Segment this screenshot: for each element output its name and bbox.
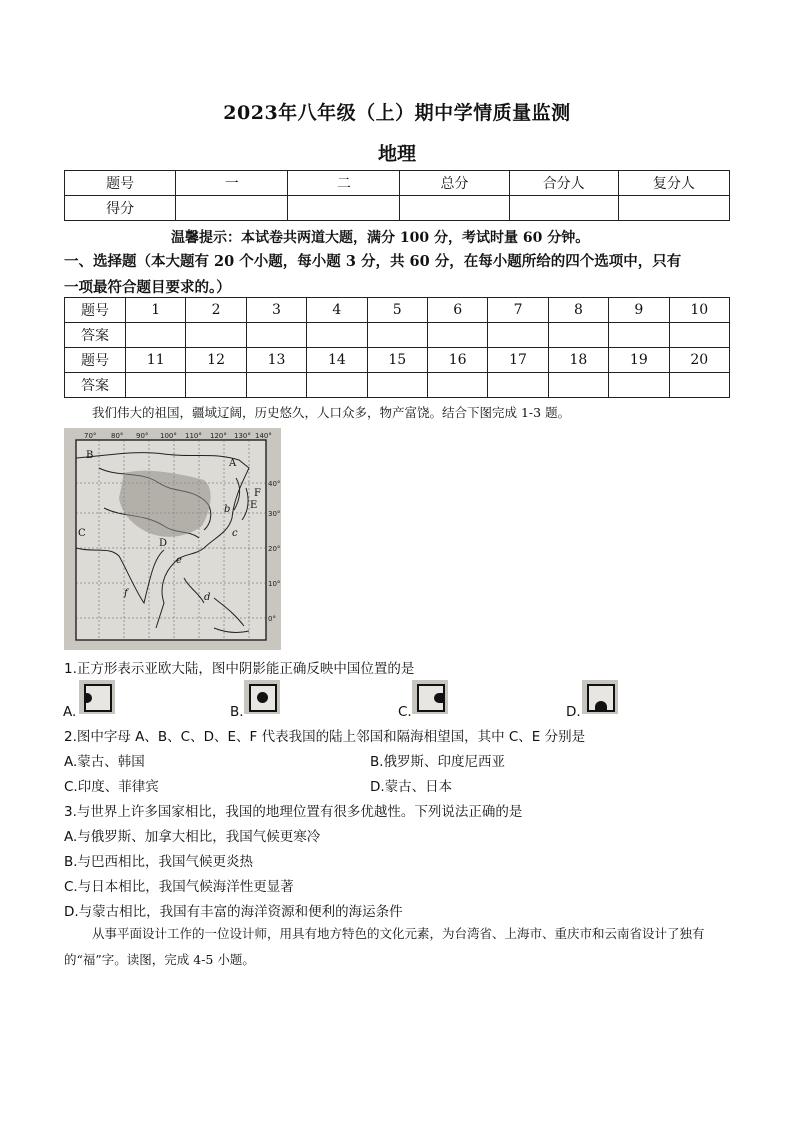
q1-option-c-figure[interactable] bbox=[412, 680, 448, 714]
answer-num: 7 bbox=[488, 298, 548, 323]
answer-num: 19 bbox=[609, 348, 669, 373]
score-table bbox=[64, 170, 730, 221]
answer-label: 题号 bbox=[65, 348, 126, 373]
question-3-stem: 3.与世界上许多国家相比，我国的地理位置有很多优越性。下列说法正确的是 bbox=[64, 804, 523, 820]
square-outline bbox=[417, 684, 445, 712]
q1-option-b-figure[interactable] bbox=[244, 680, 280, 714]
score-blank-cell[interactable] bbox=[618, 196, 729, 221]
question-1-stem: 1.正方形表示亚欧大陆，图中阴影能正确反映中国位置的是 bbox=[64, 661, 415, 677]
map-letter: f bbox=[124, 588, 128, 599]
shaded-shape bbox=[257, 692, 268, 703]
score-cell: 复分人 bbox=[618, 171, 729, 196]
answer-num: 12 bbox=[186, 348, 246, 373]
map-letter: e bbox=[176, 555, 182, 566]
answer-blank[interactable] bbox=[126, 373, 186, 398]
answer-blank[interactable] bbox=[669, 323, 729, 348]
answer-blank[interactable] bbox=[548, 373, 608, 398]
map-lon-label: 110° bbox=[185, 432, 202, 440]
answer-num: 17 bbox=[488, 348, 548, 373]
map-letter: D bbox=[159, 538, 168, 549]
answer-label: 答案 bbox=[65, 323, 126, 348]
answer-num: 5 bbox=[367, 298, 427, 323]
q3-option-c[interactable]: C.与日本相比，我国气候海洋性更显著 bbox=[64, 879, 294, 895]
map-letter: E bbox=[250, 500, 258, 511]
map-lat-label: 0° bbox=[268, 615, 276, 623]
score-blank-cell[interactable] bbox=[176, 196, 288, 221]
q3-option-b[interactable]: B.与巴西相比，我国气候更炎热 bbox=[64, 854, 254, 870]
map-lon-label: 140° bbox=[255, 432, 272, 440]
q1-option-d-label: D. bbox=[566, 704, 581, 720]
score-table-row bbox=[65, 196, 730, 221]
answer-blank-row bbox=[65, 373, 730, 398]
map-lon-label: 100° bbox=[160, 432, 177, 440]
q1-option-d-figure[interactable] bbox=[582, 680, 618, 714]
answer-num: 3 bbox=[246, 298, 306, 323]
answer-num: 1 bbox=[126, 298, 186, 323]
answer-num: 20 bbox=[669, 348, 729, 373]
q1-option-a-figure[interactable] bbox=[79, 680, 115, 714]
answer-num: 6 bbox=[427, 298, 487, 323]
subject-title: 地理 bbox=[377, 143, 416, 165]
section-heading bbox=[64, 249, 732, 301]
answer-blank[interactable] bbox=[126, 323, 186, 348]
answer-blank[interactable] bbox=[427, 323, 487, 348]
answer-blank[interactable] bbox=[609, 373, 669, 398]
map-lat-label: 20° bbox=[268, 545, 281, 553]
section-line: 一、选择题（本大题有 20 个小题，每小题 3 分，共 60 分，在每小题所给的四个选项中，只有 bbox=[64, 253, 682, 270]
answer-blank[interactable] bbox=[488, 323, 548, 348]
exam-title: 2023年八年级（上）期中学情质量监测 bbox=[223, 102, 571, 124]
section-line: 一项最符合题目要求的。） bbox=[64, 279, 231, 296]
answer-num: 15 bbox=[367, 348, 427, 373]
q1-option-a-label: A. bbox=[63, 704, 77, 720]
map-letter: c bbox=[232, 528, 238, 539]
answer-num: 2 bbox=[186, 298, 246, 323]
q3-option-a[interactable]: A.与俄罗斯、加拿大相比，我国气候更寒冷 bbox=[64, 829, 321, 845]
map-lon-label: 80° bbox=[111, 432, 124, 440]
map-letter: B bbox=[86, 450, 94, 461]
map-lon-label: 120° bbox=[210, 432, 227, 440]
map-lon-label: 70° bbox=[84, 432, 97, 440]
shaded-shape bbox=[434, 693, 443, 703]
square-outline bbox=[84, 684, 112, 712]
asia-map-svg bbox=[64, 428, 281, 650]
question-2-stem: 2.图中字母 A、B、C、D、E、F 代表我国的陆上邻国和隔海相望国，其中 C、E 分别是 bbox=[64, 729, 586, 745]
answer-blank[interactable] bbox=[367, 323, 427, 348]
q2-option-a[interactable]: A.蒙古、韩国 bbox=[64, 754, 145, 770]
answer-table bbox=[64, 297, 730, 398]
answer-num: 11 bbox=[126, 348, 186, 373]
score-blank-cell[interactable] bbox=[509, 196, 618, 221]
map-lat-label: 10° bbox=[268, 580, 281, 588]
shaded-shape bbox=[84, 693, 92, 703]
map-lon-label: 130° bbox=[234, 432, 251, 440]
exam-tip: 温馨提示：本试卷共两道大题，满分 100 分，考试时量 60 分钟。 bbox=[171, 230, 590, 246]
square-outline bbox=[249, 684, 277, 712]
answer-blank[interactable] bbox=[488, 373, 548, 398]
answer-num: 8 bbox=[548, 298, 608, 323]
score-cell: 合分人 bbox=[509, 171, 618, 196]
answer-blank[interactable] bbox=[367, 373, 427, 398]
score-cell: 一 bbox=[176, 171, 288, 196]
answer-blank[interactable] bbox=[246, 323, 306, 348]
map-lat-label: 30° bbox=[268, 510, 281, 518]
q2-option-c[interactable]: C.印度、菲律宾 bbox=[64, 779, 159, 795]
score-label-cell: 得分 bbox=[65, 196, 176, 221]
score-cell: 总分 bbox=[400, 171, 509, 196]
q2-option-d[interactable]: D.蒙古、日本 bbox=[370, 779, 453, 795]
shaded-shape bbox=[595, 701, 607, 710]
question-intro: 我们伟大的祖国，疆域辽阔，历史悠久，人口众多，物产富饶。结合下图完成 1-3 题。 bbox=[92, 405, 571, 420]
answer-label: 题号 bbox=[65, 298, 126, 323]
question-intro-2: 从事平面设计工作的一位设计师，用具有地方特色的文化元素，为台湾省、上海市、重庆市和云南省设计了独有的“福”字。读图，完成 4-5 小题。 bbox=[64, 926, 705, 967]
score-blank-cell[interactable] bbox=[288, 196, 400, 221]
answer-blank[interactable] bbox=[307, 323, 367, 348]
answer-num: 16 bbox=[427, 348, 487, 373]
q1-option-b-label: B. bbox=[230, 704, 244, 720]
map-lon-label: 90° bbox=[136, 432, 149, 440]
q1-option-c-label: C. bbox=[398, 704, 412, 720]
answer-num: 9 bbox=[609, 298, 669, 323]
q3-option-d[interactable]: D.与蒙古相比，我国有丰富的海洋资源和便利的海运条件 bbox=[64, 904, 403, 920]
answer-blank[interactable] bbox=[186, 373, 246, 398]
answer-blank-row bbox=[65, 323, 730, 348]
answer-blank[interactable] bbox=[246, 373, 306, 398]
answer-label: 答案 bbox=[65, 373, 126, 398]
answer-num: 10 bbox=[669, 298, 729, 323]
answer-num: 18 bbox=[548, 348, 608, 373]
asia-map-figure bbox=[64, 428, 281, 650]
map-letter: A bbox=[229, 458, 237, 469]
map-letter: b bbox=[224, 504, 231, 515]
square-outline bbox=[587, 684, 615, 712]
answer-num-row bbox=[65, 348, 730, 373]
answer-blank[interactable] bbox=[427, 373, 487, 398]
score-table-header-row bbox=[65, 171, 730, 196]
answer-blank[interactable] bbox=[548, 323, 608, 348]
answer-blank[interactable] bbox=[669, 373, 729, 398]
map-letter: F bbox=[254, 488, 261, 499]
map-letter: C bbox=[78, 528, 86, 539]
answer-num: 13 bbox=[246, 348, 306, 373]
answer-blank[interactable] bbox=[307, 373, 367, 398]
answer-blank[interactable] bbox=[609, 323, 669, 348]
map-letter: d bbox=[204, 592, 211, 603]
answer-num-row bbox=[65, 298, 730, 323]
answer-num: 14 bbox=[307, 348, 367, 373]
q2-option-b[interactable]: B.俄罗斯、印度尼西亚 bbox=[370, 754, 506, 770]
answer-num: 4 bbox=[307, 298, 367, 323]
score-cell: 二 bbox=[288, 171, 400, 196]
map-lat-label: 40° bbox=[268, 480, 281, 488]
score-blank-cell[interactable] bbox=[400, 196, 509, 221]
answer-blank[interactable] bbox=[186, 323, 246, 348]
score-cell: 题号 bbox=[65, 171, 176, 196]
